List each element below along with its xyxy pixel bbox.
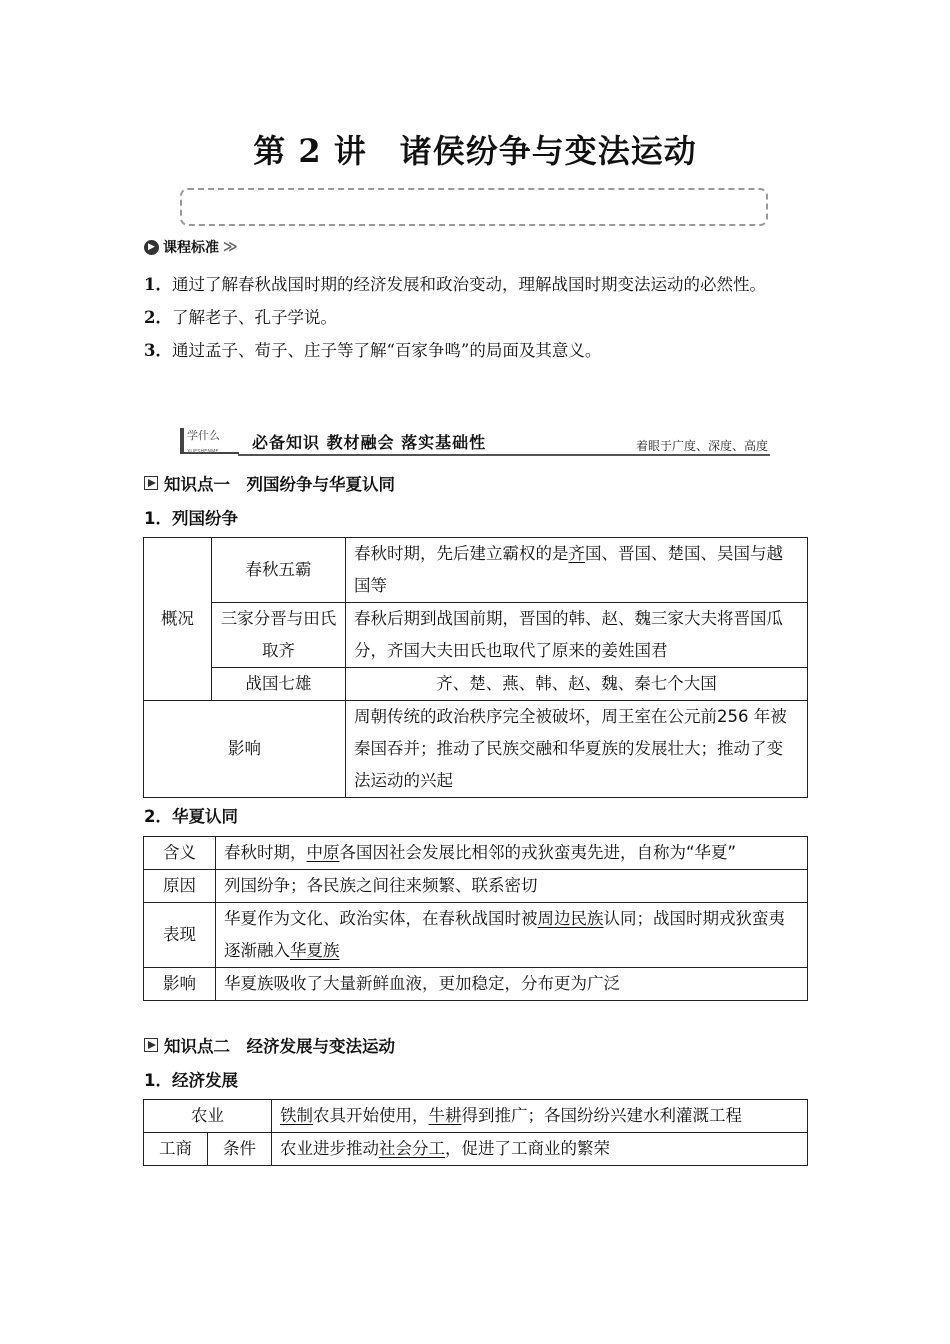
table-cell: 概况 [144,538,212,701]
table-cell: 春秋五霸 [212,538,346,603]
table-row [144,837,808,870]
table-cell: 三家分晋与田氏取齐 [212,603,346,668]
table-row [144,968,808,1001]
xueshenme-logo: 学什么 XUESHENME [180,428,239,454]
table-cell: 影响 [144,701,346,798]
course-standard-label: 课程标准 [163,240,219,256]
table-cell: 战国七雄 [212,668,346,701]
play-square-icon [144,1038,158,1052]
table-cell: 农业进步推动社会分工，促进了工商业的繁荣 [272,1133,808,1166]
table-row [144,701,808,798]
knowledge-point-1-heading: 知识点一 列国纷争与华夏认同 [144,471,395,495]
banner-subtitle: 着眼于广度、深度、高度 [635,439,768,453]
table-cell: 周朝传统的政治秩序完全被破坏，周王室在公元前256 年被秦国吞并；推动了民族交融和华夏族的发展壮大；推动了变法运动的兴起 [346,701,808,798]
table-cell: 含义 [144,837,216,870]
table-cell: 工商 [144,1133,208,1166]
page-title: 第 2 讲 诸侯纷争与变法运动 [253,132,697,170]
banner-rule [238,454,770,456]
table-row [144,1133,808,1166]
table-cell: 齐、楚、燕、韩、赵、魏、秦七个大国 [346,668,808,701]
dashed-placeholder-box [180,188,768,226]
table-cell: 春秋时期，中原各国因社会发展比相邻的戎狄蛮夷先进，自称为“华夏” [216,837,808,870]
table-cell: 条件 [208,1133,272,1166]
table-row [144,903,808,968]
knowledge-point-2-heading: 知识点二 经济发展与变法运动 [144,1033,395,1057]
course-standard-tag [144,237,238,257]
play-square-icon [144,476,158,490]
table-row [144,668,808,701]
table-cell: 表现 [144,903,216,968]
table-cell: 春秋后期到战国前期，晋国的韩、赵、魏三家大夫将晋国瓜分，齐国大夫田氏也取代了原来的姜姓国君 [346,603,808,668]
table-row [144,603,808,668]
table-row [144,870,808,903]
banner-heading: 必备知识 教材融会 落实基础性 [252,433,487,452]
table-row [144,538,808,603]
subheading-huaxia: 2．华夏认同 [144,807,238,826]
table-jingji-fazhan [143,1099,808,1166]
standard-item: 3．通过孟子、荀子、庄子等了解“百家争鸣”的局面及其意义。 [144,341,602,360]
double-chevron-icon: ≫ [223,239,238,255]
table-cell: 春秋时期，先后建立霸权的是齐国、晋国、楚国、吴国与越国等 [346,538,808,603]
table-cell: 华夏族吸收了大量新鲜血液，更加稳定，分布更为广泛 [216,968,808,1001]
subheading-jingji: 1．经济发展 [144,1071,238,1090]
section-banner [178,426,770,458]
table-huaxia-rentong [143,836,808,1001]
standard-item: 2．了解老子、孔子学说。 [144,308,337,327]
table-cell: 原因 [144,870,216,903]
standards-list [144,268,808,367]
play-circle-icon: ▶ [144,240,159,255]
subheading-lieguo: 1．列国纷争 [144,509,238,528]
table-lieguo-fenzheng [143,537,808,798]
table-cell: 华夏作为文化、政治实体，在春秋战国时被周边民族认同；战国时期戎狄蛮夷逐渐融入华夏族 [216,903,808,968]
standard-item: 1．通过了解春秋战国时期的经济发展和政治变动，理解战国时期变法运动的必然性。 [144,275,766,294]
table-cell: 列国纷争；各民族之间往来频繁、联系密切 [216,870,808,903]
table-cell: 影响 [144,968,216,1001]
table-cell: 铁制农具开始使用，牛耕得到推广；各国纷纷兴建水利灌溉工程 [272,1100,808,1133]
table-cell: 农业 [144,1100,272,1133]
table-row [144,1100,808,1133]
